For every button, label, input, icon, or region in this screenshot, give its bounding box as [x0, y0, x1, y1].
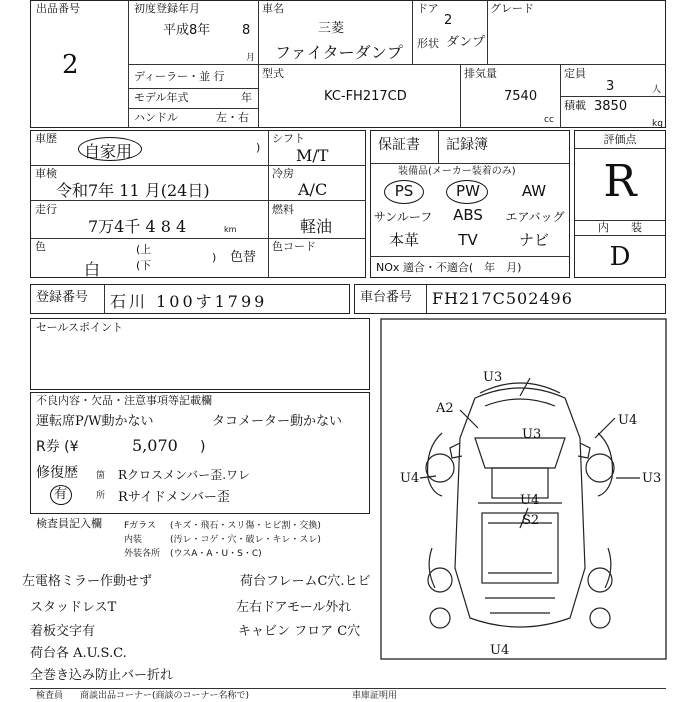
- shape-value: ダンプ: [446, 35, 486, 50]
- first-reg-year: 平成8年: [163, 23, 211, 38]
- repair-value: 有: [54, 487, 68, 502]
- color-repaint: 色替: [230, 250, 257, 265]
- mileage-label: 走行: [35, 203, 57, 216]
- load-unit: kg: [652, 119, 663, 129]
- mileage-unit: km: [224, 225, 237, 234]
- recycle-label: R券 (¥: [36, 439, 79, 455]
- model-name-value: ファイターダンプ: [275, 43, 403, 62]
- glass-opts: (キズ・飛石・スリ傷・ヒビ割・交換): [170, 521, 321, 531]
- mileage-value: 7万4千 4 8 4: [88, 217, 187, 236]
- color-code-label: 色コード: [272, 240, 316, 253]
- lot-label: 出品番号: [36, 2, 80, 15]
- chassis-label: 車台番号: [360, 290, 413, 305]
- year-unit: 年: [241, 91, 252, 104]
- recycle-value: 5,070: [132, 436, 178, 455]
- shift-label: シフト: [272, 132, 305, 145]
- footer-garage: 車庫証明用: [352, 691, 398, 701]
- history-label: 車歴: [35, 132, 57, 145]
- shift-value: M/T: [296, 146, 329, 165]
- note-right-3: キャビン フロア C穴: [238, 624, 361, 639]
- mark-u4-bottom: U4: [490, 643, 510, 658]
- mark-u4-left: U4: [400, 471, 420, 486]
- mark-a2: A2: [436, 401, 454, 416]
- equip-abs: ABS: [453, 206, 483, 224]
- note-right-2: 左右ドアモール外れ: [236, 600, 352, 615]
- shape-label: 形状: [417, 37, 439, 50]
- repair-place-1: 箇: [96, 471, 106, 481]
- load-label: 積載: [564, 99, 586, 112]
- model-year-label: モデル年式: [134, 91, 189, 104]
- mark-s2-bed: S2: [522, 513, 540, 528]
- footer-inspector: 検査員: [36, 691, 64, 701]
- color-lower: (下: [136, 259, 152, 272]
- nox-status: NOx 適合・不適合( 年 月): [376, 261, 522, 274]
- mark-u3-top: U3: [483, 370, 503, 385]
- inspector-interior-opts: (汚レ・コゲ・穴・破レ・キレ・スレ): [170, 535, 321, 545]
- defect-line-2: タコメーター動かない: [212, 414, 343, 429]
- repair-place-2: 所: [96, 491, 106, 501]
- maker-value: 三菱: [318, 21, 345, 36]
- handle-options: 左・右: [216, 111, 249, 124]
- footer-corner: 商談出品コーナー(商談のコーナー名称で): [80, 691, 250, 701]
- equip-aw: AW: [521, 182, 547, 200]
- record-book: 記録簿: [446, 137, 488, 153]
- repair-label: 修復歴: [36, 465, 78, 481]
- capacity-value: 3: [606, 79, 615, 94]
- equip-ps: PS: [394, 182, 414, 200]
- load-value: 3850: [594, 99, 628, 114]
- doors-label: ドア: [417, 2, 439, 15]
- ac-label: 冷房: [272, 167, 294, 180]
- equipment-label: 装備品(メーカー装着のみ): [398, 166, 516, 177]
- note-4: 荷台各 A.U.S.C.: [30, 646, 127, 661]
- mark-u3-roof: U3: [522, 427, 542, 442]
- fuel-value: 軽油: [300, 217, 333, 236]
- registration-label: 登録番号: [36, 290, 89, 305]
- mark-u4-right-top: U4: [618, 413, 638, 428]
- displacement-label: 排気量: [464, 67, 497, 80]
- warranty-doc: 保証書: [378, 137, 420, 153]
- capacity-unit: 人: [652, 85, 662, 95]
- lot-number: 2: [62, 50, 79, 80]
- equip-airbag: エアバッグ: [505, 210, 565, 224]
- first-reg-month: 8: [242, 23, 251, 38]
- color-label: 色: [35, 240, 46, 253]
- interior-value: D: [609, 242, 631, 272]
- dealer-label: ディーラー・並 行: [134, 70, 225, 83]
- note-2: スタッドレスT: [30, 600, 117, 615]
- score-label: 評価点: [603, 133, 637, 146]
- model-code-label: 型式: [262, 67, 284, 80]
- mark-u3-right: U3: [642, 471, 662, 486]
- handle-label: ハンドル: [134, 111, 178, 124]
- equip-pw: PW: [456, 182, 480, 200]
- repair-line-2: Rサイドメンバー歪: [118, 490, 230, 505]
- displacement-value: 7540: [504, 89, 538, 104]
- inspector-interior-label: 内装: [124, 535, 143, 545]
- repair-line-1: Rクロスメンバー歪.ワレ: [118, 468, 251, 482]
- vehicle-damage-diagram: [380, 318, 680, 660]
- displacement-unit: cc: [544, 115, 554, 125]
- ac-value: A/C: [298, 180, 328, 199]
- history-value: 自家用: [84, 142, 133, 161]
- note-right-1: 荷台フレームC穴.ヒビ: [240, 574, 371, 589]
- equip-tv: TV: [458, 231, 478, 249]
- note-5: 全巻き込み防止バー折れ: [30, 668, 174, 683]
- maker-label: 車名: [262, 2, 284, 15]
- note-3: 着板交字有: [30, 624, 96, 639]
- exterior-label: 外装各所: [124, 549, 161, 559]
- inspection-label: 車検: [35, 167, 57, 180]
- exterior-opts: (ウスA・A・U・S・C): [170, 549, 262, 559]
- equip-leather: 本革: [388, 231, 419, 249]
- color-value: 白: [84, 260, 101, 279]
- interior-label: 内 装: [598, 221, 642, 234]
- doors-value: 2: [444, 13, 453, 28]
- equip-navi: ナビ: [518, 231, 549, 249]
- registration-value: 石川 100す1799: [110, 292, 268, 311]
- mark-u4-bed: U4: [520, 493, 540, 508]
- month-unit: 月: [246, 53, 256, 63]
- grade-label: グレード: [490, 2, 534, 15]
- color-upper: (上: [136, 243, 152, 256]
- color-close: ): [212, 251, 217, 264]
- chassis-value: FH217C502496: [432, 289, 573, 308]
- capacity-label: 定員: [564, 67, 586, 80]
- inspection-value: 令和7年 11 月(24日): [56, 181, 210, 200]
- fuel-label: 燃料: [272, 203, 294, 216]
- score-value: R: [603, 156, 637, 207]
- glass-label: Fガラス: [124, 521, 156, 531]
- inspector-label: 検査員記入欄: [36, 517, 102, 530]
- sales-point-label: セールスポイント: [36, 321, 124, 334]
- first-reg-label: 初度登録年月: [134, 2, 200, 15]
- equip-sunroof: サンルーフ: [373, 210, 433, 224]
- model-code-value: KC-FH217CD: [324, 89, 407, 104]
- note-1: 左電格ミラー作動せず: [22, 574, 153, 589]
- recycle-close: ): [200, 439, 206, 455]
- defect-line-1: 運転席P/W動かない: [36, 414, 154, 429]
- defects-label: 不良内容・欠品・注意事項等記載欄: [36, 394, 212, 407]
